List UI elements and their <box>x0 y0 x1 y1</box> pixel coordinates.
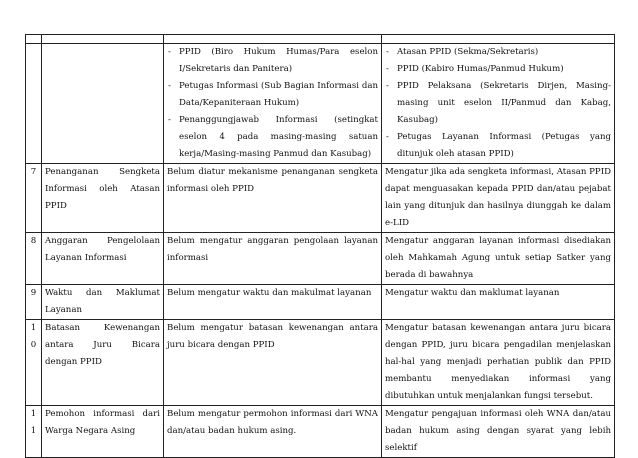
aspect-cell <box>42 44 164 164</box>
aspect-cell: Anggaran Pengelolaan Layanan Informasi <box>42 233 164 285</box>
number-cell: 7 <box>26 164 42 233</box>
table-row <box>26 406 615 458</box>
before-cell: Belum mengatur permohon informasi dari WNA dan/atau badan hukum asing. <box>164 406 382 458</box>
aspect-cell: Pemohon informasi dari Warga Negara Asing <box>42 406 164 458</box>
after-cell: Mengatur anggaran layanan informasi disediakan oleh Mahkamah Agung untuk setiap Satker yang berada di bawahnya <box>382 233 615 285</box>
number-cell: 8 <box>26 233 42 285</box>
after-cell: Mengatur jika ada sengketa informasi, Atasan PPID dapat menguasakan kepada PPID dan/atau pejabat lain yang ditunjuk dan hasilnya diunggah ke dalam e-LID <box>382 164 615 233</box>
before-cell: Belum mengatur anggaran pengolaan layanan informasi <box>164 233 382 285</box>
list-item: - Petugas Layanan Informasi (Petugas yang ditunjuk oleh atasan PPID) <box>385 129 611 163</box>
aspect-cell: Waktu dan Maklumat Layanan <box>42 285 164 320</box>
table-row <box>26 285 615 320</box>
before-cell: Belum diatur mekanisme penanganan sengketa informasi oleh PPID <box>164 164 382 233</box>
after-cell: Mengatur pengajuan informasi oleh WNA dan/atau badan hukum asing dengan syarat yang lebih selektif <box>382 406 615 458</box>
aspect-cell: Penanganan Sengketa Informasi oleh Atasan PPID <box>42 164 164 233</box>
number-cell <box>26 44 42 164</box>
list-item: - PPID Pelaksana (Sekretaris Dirjen, Masing-masing unit eselon II/Panmud dan Kabag, Kasubag) <box>385 78 611 129</box>
list-item: - PPID (Biro Hukum Humas/Para eselon I/Sekretaris dan Panitera) <box>167 44 378 78</box>
before-list <box>167 44 378 163</box>
table-top-edge-row <box>26 35 615 44</box>
after-list <box>385 44 611 163</box>
after-cell <box>382 44 615 164</box>
table-row <box>26 320 615 406</box>
list-item: - Penanggungjawab Informasi (setingkat eselon 4 pada masing-masing satuan kerja/Masing-masing Panmud dan Kasubag) <box>167 112 378 163</box>
number-cell: 9 <box>26 285 42 320</box>
number-cell: 11 <box>26 406 42 458</box>
before-cell: Belum mengatur batasan kewenangan antara juru bicara dengan PPID <box>164 320 382 406</box>
number-cell: 10 <box>26 320 42 406</box>
list-item: - PPID (Kabiro Humas/Panmud Hukum) <box>385 61 611 78</box>
continuation-row <box>26 44 615 164</box>
after-cell: Mengatur batasan kewenangan antara juru bicara dengan PPID, juru bicara pengadilan menjelaskan hal-hal yang menjadi perhatian publik dan PPID membantu menyediakan informasi yang dibutuhkan untuk menjalankan fungsi tersebut. <box>382 320 615 406</box>
table-row <box>26 164 615 233</box>
before-cell <box>164 44 382 164</box>
list-item: - Atasan PPID (Sekma/Sekretaris) <box>385 44 611 61</box>
before-cell: Belum mengatur waktu dan makulmat layanan <box>164 285 382 320</box>
aspect-cell: Batasan Kewenangan antara Juru Bicara dengan PPID <box>42 320 164 406</box>
table-row <box>26 233 615 285</box>
after-cell: Mengatur waktu dan maklumat layanan <box>382 285 615 320</box>
list-item: - Petugas Informasi (Sub Bagian Informasi dan Data/Kepaniteraan Hukum) <box>167 78 378 112</box>
regulation-comparison-table <box>25 34 615 458</box>
